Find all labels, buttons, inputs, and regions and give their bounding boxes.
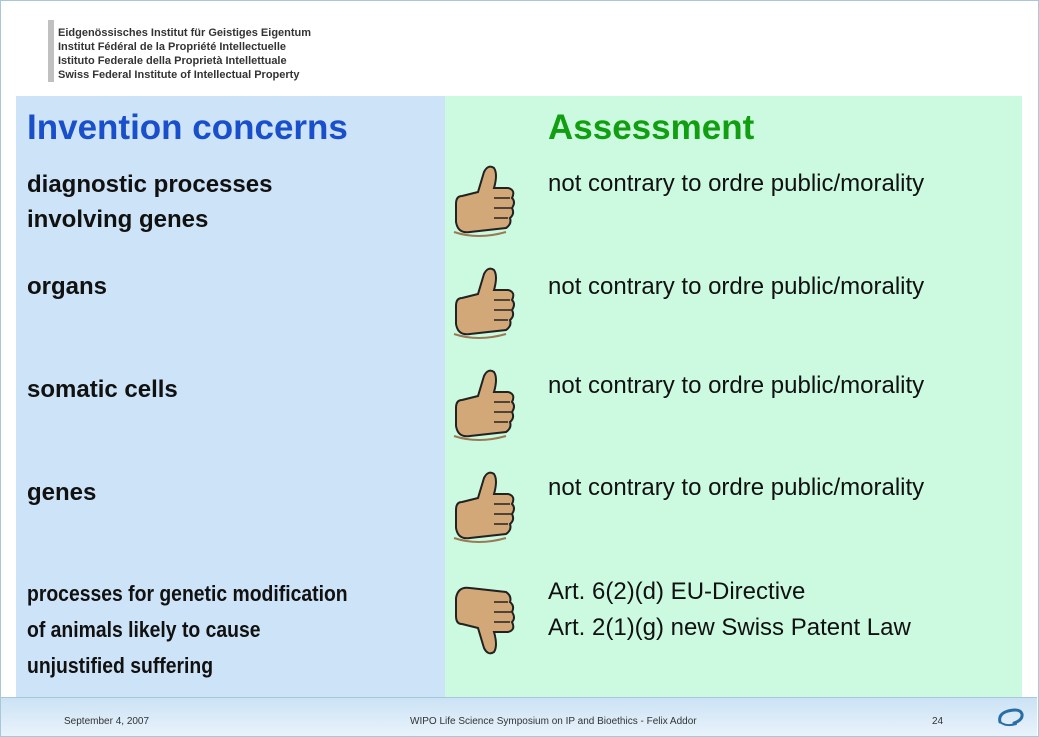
assessment-line: Art. 6(2)(d) EU-Directive [548,578,806,605]
concern-line: involving genes [27,206,209,233]
concern-line: genes [27,479,97,506]
assessment-line: not contrary to ordre public/morality [548,474,925,501]
concerns-heading: Invention concerns [27,108,348,147]
assessment-diagnostic-processes [548,166,924,202]
thumbs-up-icon [448,366,518,446]
assessment-line: not contrary to ordre public/morality [548,170,925,197]
concern-line: organs [27,273,108,300]
footer-page-number: 24 [932,716,944,727]
institute-header [58,26,311,82]
concern-animal-modification [27,576,348,684]
concern-diagnostic-processes [27,167,272,237]
institute-swirl-logo-icon [996,708,1024,728]
concern-somatic-cells [27,372,178,407]
institute-name-de: Eidgenössisches Institut für Geistiges Eigentum [58,27,312,39]
concern-line: of animals likely to cause [27,617,261,642]
footer-date: September 4, 2007 [64,716,150,727]
thumbs-up-icon [448,468,518,548]
assessment-line: Art. 2(1)(g) new Swiss Patent Law [548,614,911,641]
assessment-heading: Assessment [548,108,755,147]
thumbs-up-icon [448,162,518,242]
assessment-organs [548,269,924,305]
footer-event: WIPO Life Science Symposium on IP and Bioethics - Felix Addor [410,716,697,727]
concern-genes [27,475,96,510]
concern-line: somatic cells [27,376,178,403]
concern-line: diagnostic processes [27,171,273,198]
institute-name-en: Swiss Federal Institute of Intellectual Property [58,69,300,81]
assessment-animal-modification [548,574,911,646]
institute-name-it: Istituto Federale della Proprietà Intellettuale [58,55,287,67]
thumbs-down-icon [448,578,518,658]
concern-line: processes for genetic modification [27,581,348,606]
thumbs-up-icon [448,264,518,344]
assessment-somatic-cells [548,368,924,404]
institute-name-fr: Institut Fédéral de la Propriété Intellectuelle [58,41,287,53]
assessment-genes [548,470,924,506]
institute-logo-bar [48,20,54,82]
concern-line: unjustified suffering [27,653,214,678]
assessment-line: not contrary to ordre public/morality [548,273,925,300]
assessment-line: not contrary to ordre public/morality [548,372,925,399]
concern-organs [27,269,107,304]
